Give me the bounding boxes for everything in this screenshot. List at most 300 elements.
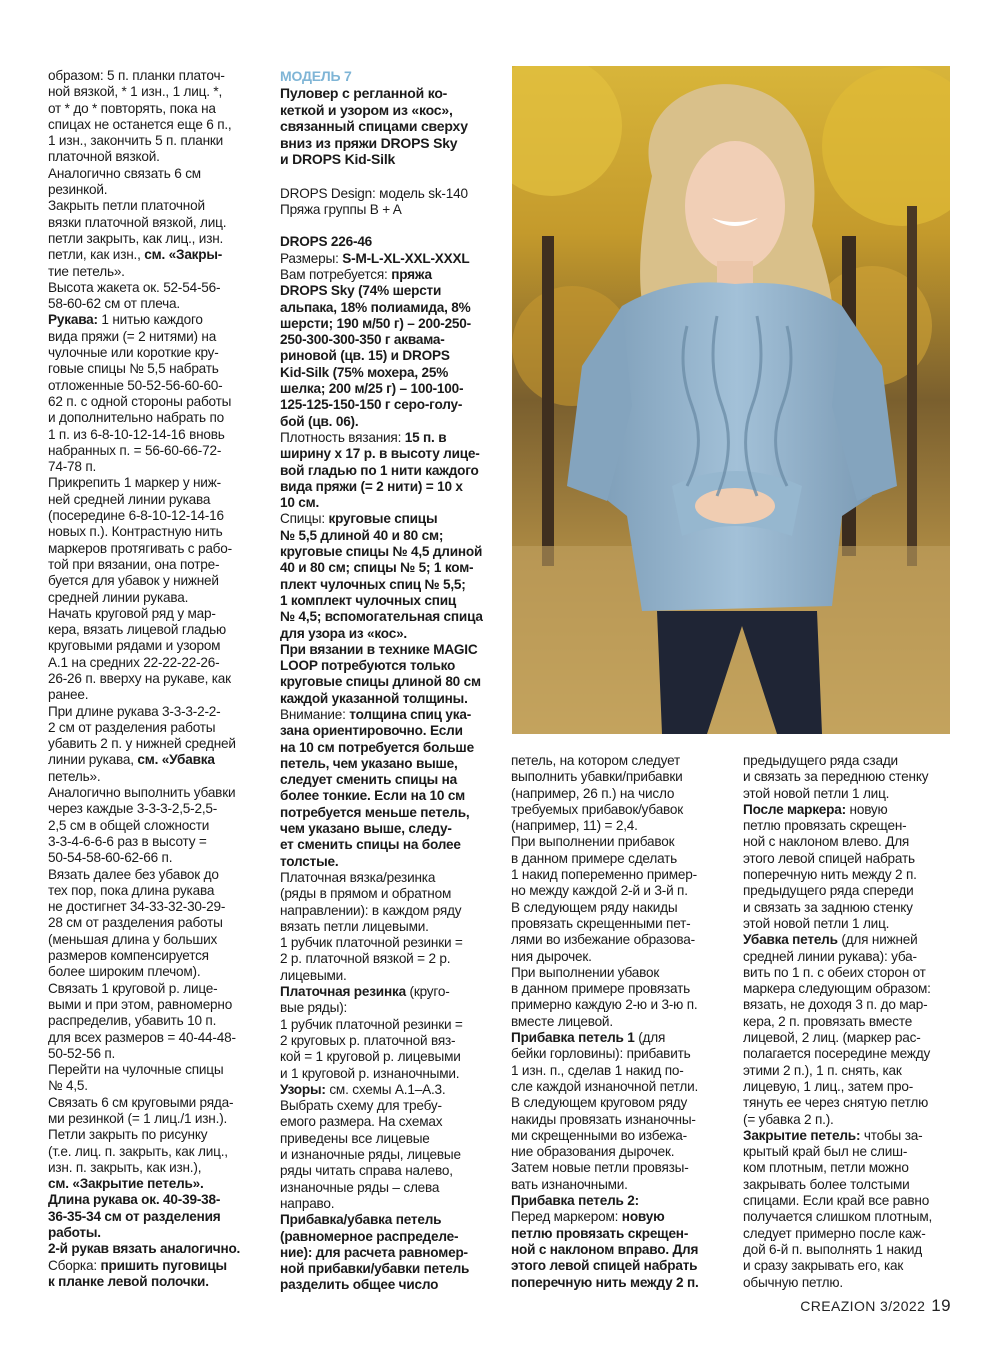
model-photo [512,66,950,734]
text-line [743,867,955,883]
text-run: вязать, не доходя 3 п. до мар- [743,997,928,1013]
text-line [48,606,262,622]
text-line [280,609,492,625]
text-line [48,410,262,426]
text-line [743,1079,955,1095]
text-run: (для [634,1030,666,1046]
text-line [48,1127,262,1143]
text-line [48,801,262,817]
text-line [511,900,723,916]
text-line [48,541,262,557]
bold-run: круговые спицы длиной 80 см [280,674,481,690]
text-run: набранных п. = 56-60-66-72- [48,442,222,458]
text-line [48,508,262,524]
model-label: МОДЕЛЬ 7 [280,68,352,84]
bold-run: альпака, 18% полиамида, 8% [280,299,471,315]
text-run: кера, 2 п. провязать вместе [743,1013,913,1029]
text-run: (меньшая длина у больших [48,931,218,947]
text-line [48,655,262,671]
bold-run: 36-35-34 см от разделения [48,1208,221,1224]
woman-in-sweater-illustration [512,66,950,734]
text-line [280,870,492,886]
text-run: 26-26 п. вверху на рукаве, как [48,670,231,686]
bold-run: работы. [48,1225,101,1241]
text-line [48,101,262,117]
text-line [280,397,492,413]
bold-run: ширину х 17 р. в высоту лице- [280,446,480,462]
text-run: В следующем круговом ряду [511,1095,688,1111]
text-line [743,802,955,818]
text-run: буется для убавок у нижней [48,573,219,589]
bold-run: Прибавка/убавка петель [280,1212,442,1228]
bold-run: № 5,5 длиной 40 и 80 см; [280,527,444,543]
text-line [280,984,492,1000]
text-run: ния дырочек. [511,948,592,964]
bold-run: петель, чем указано выше, [280,755,458,771]
text-run: и связать за переднюю стенку [743,769,929,785]
text-run: Сборка: [48,1257,97,1273]
text-line [280,463,492,479]
text-line [280,381,492,397]
text-run: ми скрещенными во избежа- [511,1127,687,1143]
bold-run: следует сменить спицы на [280,772,457,788]
page-number: 19 [931,1296,951,1315]
text-line [48,704,262,720]
text-run: маркеров протягивать с рабо- [48,540,232,556]
text-line [280,854,492,870]
text-run: сле каждой изнаночной петли. [511,1078,699,1094]
text-column-3 [511,753,723,1291]
bold-run: петлю провязать скрещен- [511,1225,689,1241]
text-run: предыдущего ряда спереди [743,883,914,899]
text-run: 1 п. из 6-8-10-12-14-16 вновь [48,426,225,442]
text-run: Затем новые петли провязы- [511,1160,689,1176]
bold-run: 250-300-300-350 г аквама- [280,332,445,348]
text-run: лицевыми. [280,967,347,983]
text-run: следует примерно после каж- [743,1225,926,1241]
text-run: лями во избежание образова- [511,932,695,948]
text-run: Внимание: [280,707,346,722]
text-line [511,1079,723,1095]
text-line [280,903,492,919]
text-run: 50-54-58-60-62-66 п. [48,850,173,866]
text-line [280,479,492,495]
text-line [280,316,492,332]
text-line [280,658,492,674]
text-run: лицевой, 2 лиц. (маркер рас- [743,1030,921,1046]
text-line [48,736,262,752]
bold-run: Длина рукава ок. 40-39-38- [48,1192,221,1208]
bold-run: вида пряжи (= 2 нити) = 10 х [280,478,463,494]
text-run: В следующем ряду накиды [511,899,678,915]
bold-run: 10 см. [280,495,320,511]
text-line [48,312,262,328]
text-line [511,786,723,802]
text-line [280,1163,492,1179]
text-line [280,332,492,348]
text-run: приведены все лицевые [280,1130,430,1146]
text-line [48,964,262,980]
bold-run: 1 комплект чулочных спиц [280,592,457,608]
title-line: кеткой и узором из «кос», [280,101,453,118]
text-run: Петли закрыть по рисунку [48,1127,208,1143]
text-run: обычную петлю. [743,1274,843,1290]
text-run: говые спицы № 5,5 набрать [48,361,219,377]
bold-run: на 10 см потребуется больше [280,739,474,755]
text-run: (круго- [405,984,450,1000]
text-line [48,329,262,345]
text-run: 50-52-56 п. [48,1045,116,1061]
text-run: этими 2 п.), 1 п. снять, как [743,1062,902,1078]
text-line [280,788,492,804]
text-run: той при вязании, она потре- [48,556,220,572]
bold-run: бой (цв. 06). [280,413,359,429]
text-line [48,818,262,834]
bold-run: При вязании в технике MAGIC [280,641,478,657]
bold-run: 40 и 80 см; спицы № 5; 1 ком- [280,560,474,576]
text-run: выполнить убавки/прибавки [511,769,683,785]
text-line [48,361,262,377]
bold-run: Прибавка петель 1 [511,1030,635,1046]
text-line [743,883,955,899]
text-run: петлю провязать скрещен- [743,818,907,834]
text-run: вить по 1 п. с обеих сторон от [743,964,926,980]
text-run: петли, как изн., [48,247,145,263]
text-run: более широким плечом). [48,964,201,980]
text-run: отложенные 50-52-56-60-60- [48,377,223,393]
text-line [48,687,262,703]
text-line [511,1242,723,1258]
text-run: ние образования дырочек. [511,1144,675,1160]
text-run: Высота жакета ок. 52-54-56- [48,279,221,295]
text-run: и сразу закрывать его, как [743,1258,904,1274]
text-line [48,867,262,883]
bold-run: Рукава: [48,312,98,328]
bold-run: шелка; 200 м/25 г) – 100-100- [280,381,464,397]
bold-run: см. «Убавка [137,752,215,768]
text-line [743,1046,955,1062]
text-run: через каждые 3-3-3-2,5-2,5- [48,801,218,817]
text-line [48,899,262,915]
text-line [48,459,262,475]
text-line [743,1030,955,1046]
text-line [48,1095,262,1111]
text-run: предыдущего ряда сзади [743,753,898,768]
text-run: петли закрыть, как лиц., изн. [48,230,224,246]
text-line [48,834,262,850]
text-line [280,365,492,381]
text-line [511,802,723,818]
text-run: Закрыть петли платочной [48,198,205,214]
text-run: Размеры: [280,250,339,266]
text-line [280,1261,492,1277]
text-run: лицевую, 1 лиц., затем про- [743,1078,914,1094]
text-run: и изнаночные ряды, лицевые [280,1147,461,1163]
bold-run: потребуется меньше петель, [280,804,470,820]
text-line [511,1046,723,1062]
text-line [511,965,723,981]
text-line [280,1277,492,1293]
text-line [48,590,262,606]
text-line [48,997,262,1013]
text-line [48,1078,262,1094]
text-run: 62 п. с одной стороны работы [48,393,232,409]
text-run: ми резинкой (= 1 лиц./1 изн.). [48,1111,228,1126]
text-line [511,883,723,899]
text-line [511,818,723,834]
text-run: поперечную нить между 2 п. [743,867,917,883]
text-line [743,932,955,948]
bold-run: новую [618,1209,665,1225]
text-line [743,1177,955,1193]
bold-run: риновой (цв. 15) и DROPS [280,348,450,364]
text-run: чулочные или короткие кру- [48,345,219,361]
text-run: вида пряжи (= 2 нитями) на [48,328,217,344]
bold-run: 2-й рукав вязать аналогично. [48,1241,241,1257]
text-line [48,1241,262,1257]
text-line [48,247,262,263]
text-line [280,886,492,902]
text-line [280,414,492,430]
text-line [48,981,262,997]
bold-run: Прибавка петель 2: [511,1193,639,1209]
text-line [280,935,492,951]
text-run: линии рукава, [48,752,138,768]
bold-run: к планке левой полочки. [48,1273,209,1289]
text-run: Связать 1 круговой р. лице- [48,980,218,996]
bold-run: этого левой спицей набрать [511,1258,698,1274]
model-title [280,85,492,168]
text-run: № 4,5. [48,1078,88,1094]
text-run: убавить 2 п. у нижней средней [48,736,236,752]
text-line [48,231,262,247]
text-run: кой = 1 круговой р. лицевыми [280,1049,461,1065]
text-line [48,1030,262,1046]
text-line [280,756,492,772]
text-run: см. схемы A.1–A.3. [325,1081,446,1097]
text-run: При выполнении убавок [511,964,660,980]
text-line [511,1014,723,1030]
text-line [48,622,262,638]
text-run: 74-78 п. [48,459,97,475]
bold-run: № 4,5; вспомогательная спица [280,609,483,625]
bold-run: Узоры: [280,1081,326,1097]
title-line: вниз из пряжи DROPS Sky [280,134,458,151]
text-run: в данном примере провязать [511,981,691,997]
design-line: Пряжа группы B + A [280,202,402,218]
text-line [280,1196,492,1212]
text-line [743,818,955,834]
text-run: (например, 26 п.) на число [511,785,675,801]
text-run: (посередине 6-8-10-12-14-16 [48,508,224,524]
bold-run: Платочная резинка [280,984,406,1000]
bold-run: шерсти; 190 м/50 г) – 200-250- [280,315,471,331]
text-run: Перед маркером: [511,1209,619,1225]
text-run: вые ряды): [280,1000,348,1016]
text-line [280,951,492,967]
text-line [743,916,955,932]
bold-run: толщина спиц ука- [345,707,472,722]
text-line [280,446,492,462]
text-run: 2 р. платочной вязкой = 2 р. [280,951,451,967]
text-line [48,1144,262,1160]
text-run: образом: 5 п. планки платоч- [48,68,225,83]
text-line [48,1192,262,1208]
text-line [280,740,492,756]
text-line [280,674,492,690]
text-run: примерно каждую 2-ю и 3-ю п. [511,997,698,1013]
text-line [743,900,955,916]
text-line [743,851,955,867]
text-line [511,981,723,997]
text-line [743,949,955,965]
text-line [511,834,723,850]
text-line [743,1014,955,1030]
text-line [48,215,262,231]
instructions-block [280,234,492,1293]
text-line [48,84,262,100]
text-line [280,251,492,267]
bold-run: После маркера: [743,801,846,817]
bold-run: 125-125-150-150 г серо-голу- [280,397,463,413]
text-line [280,1000,492,1016]
text-line [280,1245,492,1261]
text-line [48,883,262,899]
text-run: распределив, убавить 10 п. [48,1013,217,1029]
text-run: направлении): в каждом ряду [280,902,462,918]
text-line [280,1082,492,1098]
text-line [48,769,262,785]
text-run: маркера следующим образом: [743,981,931,997]
text-run: спицами. Если край все равно [743,1193,930,1209]
text-run: При длине рукава 3-3-3-2-2- [48,703,221,719]
bold-run: для узора из «кос». [280,625,408,641]
title-line: Пуловер с регланной ко- [280,85,448,102]
text-run: средней линии рукава. [48,589,189,605]
text-run: ряды читать справа налево, [280,1163,453,1179]
text-line [280,1180,492,1196]
text-line [280,626,492,642]
text-run: новую [845,801,888,817]
text-run: (т.е. лиц. п. закрыть, как лиц., [48,1143,228,1159]
text-line [48,752,262,768]
bold-run: поперечную нить между 2 п. [511,1274,699,1290]
text-line [511,851,723,867]
text-line [48,427,262,443]
text-line [48,394,262,410]
text-line [280,837,492,853]
bold-run: зана ориентировочно. Если [280,723,463,739]
title-line: и DROPS Kid-Silk [280,151,396,168]
text-run: ней средней линии рукава [48,491,211,507]
text-run: вязать петли лицевыми. [280,918,429,934]
text-run: новых п.). Контрастную нить [48,524,223,540]
text-line [48,280,262,296]
text-run: Плотность вязания: [280,429,402,445]
text-line [743,786,955,802]
bold-run: ет сменить спицы на более [280,837,461,853]
text-run: Начать круговой ряд у мар- [48,605,216,621]
bold-run: круговые спицы № 4,5 длиной [280,544,483,560]
bold-run: ние): для расчета равномер- [280,1244,468,1260]
text-run: платочной вязкой. [48,149,160,165]
text-line [280,1049,492,1065]
text-line [48,1176,262,1192]
text-line [48,117,262,133]
text-run: Платочная вязка/резинка [280,869,436,885]
text-line [280,707,492,723]
text-line [743,1095,955,1111]
text-line [280,1017,492,1033]
text-line [511,753,723,769]
text-run: выми и при этом, равномерно [48,996,233,1012]
text-run: A.1 на средних 22-22-22-26- [48,654,220,670]
text-line [280,1212,492,1228]
text-line [743,1275,955,1291]
bold-run: LOOP потребуются только [280,658,456,674]
text-run: требуемых прибавок/убавок [511,801,684,817]
text-run: получается слишком плотным, [743,1209,933,1225]
text-line [511,916,723,932]
text-line [48,915,262,931]
bold-run: толстые. [280,853,339,869]
text-line [280,968,492,984]
text-run: тянуть ее через снятую петлю [743,1095,929,1111]
bold-run: 15 п. в [401,429,447,445]
text-run: тех пор, пока длина рукава [48,882,215,898]
text-run: (ряды в прямом и обратном [280,886,452,902]
text-line [511,1226,723,1242]
text-line [48,166,262,182]
bold-run: см. «Закры- [144,247,223,263]
text-run: дой 6-й п. выполнять 1 накид [743,1241,923,1257]
magazine-issue: CREAZION 3/2022 [800,1298,926,1314]
text-run: ной вязкой, * 1 изн., 1 лиц. *, [48,84,223,100]
text-line [280,1147,492,1163]
text-run: чтобы за- [860,1127,923,1143]
text-line [743,965,955,981]
text-run: но между каждой 2-й и 3-й п. [511,883,688,899]
text-line [743,981,955,997]
text-line [511,1258,723,1274]
text-run: Вам потребуется: [280,266,388,282]
text-run: тие петель». [48,263,125,279]
text-line [280,805,492,821]
text-run: крытый край был не слиш- [743,1144,908,1160]
text-run: емого размера. На схемах [280,1114,443,1130]
text-line [511,1063,723,1079]
text-line [511,1275,723,1291]
text-run: круговыми рядами и узором [48,638,221,654]
text-line [511,1193,723,1209]
text-line [48,1225,262,1241]
text-run: этого левой спицей набрать [743,850,915,866]
text-run: накиды провязать изнаночны- [511,1111,696,1127]
text-line [48,850,262,866]
text-run: и связать за заднюю стенку [743,899,913,915]
bold-run: круговые спицы [324,511,438,527]
text-line [511,1128,723,1144]
text-line [48,524,262,540]
text-run: Вязать далее без убавок до [48,866,219,882]
text-line [280,430,492,446]
text-line [511,1095,723,1111]
text-run: изн. п. закрыть, как изн.), [48,1159,202,1175]
text-line [48,443,262,459]
bold-run: ной прибавки/убавки петель [280,1261,470,1277]
text-run: вать изнаночными. [511,1176,628,1192]
bold-run: плект чулочных спиц № 5,5; [280,576,466,592]
